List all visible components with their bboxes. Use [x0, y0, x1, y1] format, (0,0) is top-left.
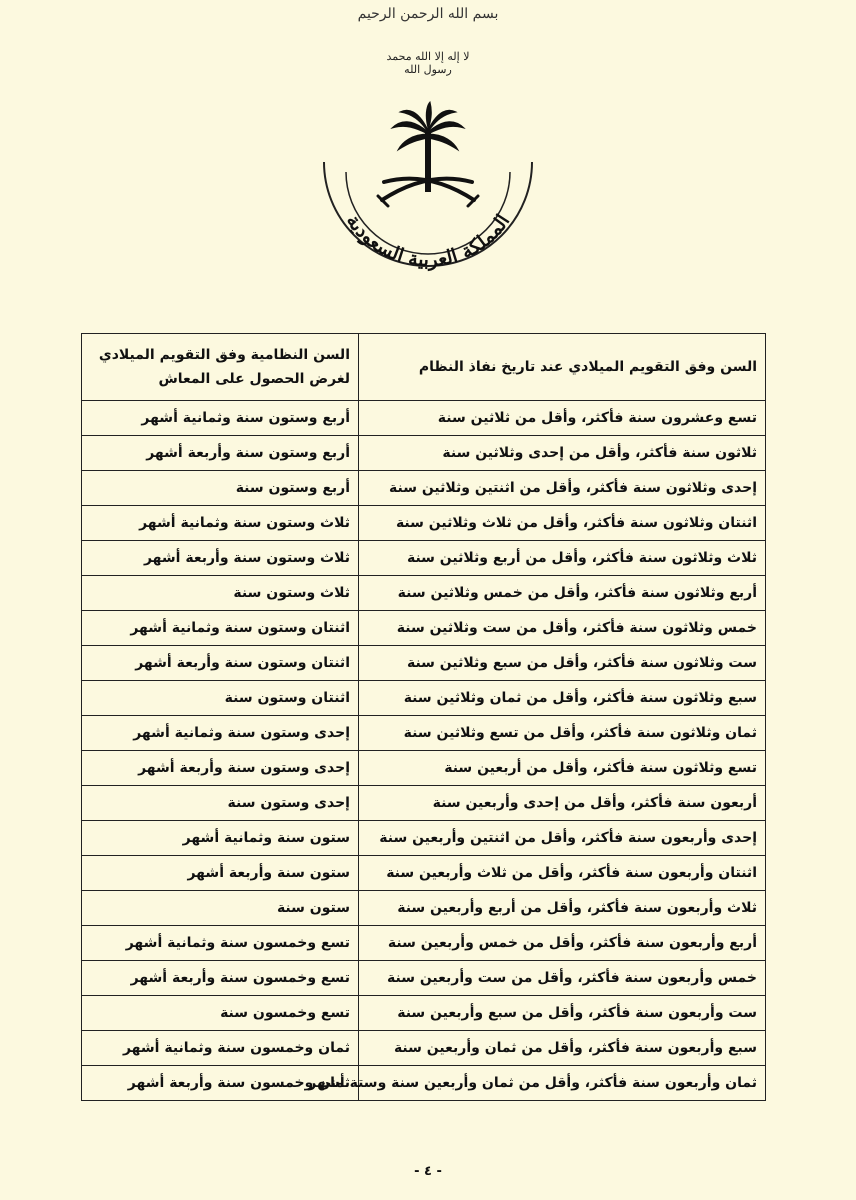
statutory-age-cell: ستون سنة وثمانية أشهر — [82, 821, 359, 856]
actual-age-cell: خمس وثلاثون سنة فأكثر، وأقل من ست وثلاثين سنة — [359, 611, 766, 646]
actual-age-cell: تسع وعشرون سنة فأكثر، وأقل من ثلاثين سنة — [359, 401, 766, 436]
statutory-age-cell: ثمان وخمسون سنة وأربعة أشهر — [82, 1066, 359, 1101]
actual-age-cell: اثنتان وثلاثون سنة فأكثر، وأقل من ثلاث وثلاثين سنة — [359, 506, 766, 541]
statutory-age-cell: اثنتان وستون سنة — [82, 681, 359, 716]
table-row — [82, 436, 766, 471]
actual-age-cell: سبع وثلاثون سنة فأكثر، وأقل من ثمان وثلاثين سنة — [359, 681, 766, 716]
table-row — [82, 996, 766, 1031]
actual-age-cell: ثلاث وأربعون سنة فأكثر، وأقل من أربع وأربعين سنة — [359, 891, 766, 926]
page-number: - ٤ - — [414, 1164, 442, 1179]
statutory-age-cell: ثلاث وستون سنة وثمانية أشهر — [82, 506, 359, 541]
retirement-age-table — [81, 333, 766, 1101]
table-row — [82, 401, 766, 436]
table-row — [82, 646, 766, 681]
actual-age-cell: ست وأربعون سنة فأكثر، وأقل من سبع وأربعين سنة — [359, 996, 766, 1031]
actual-age-cell: سبع وأربعون سنة فأكثر، وأقل من ثمان وأربعين سنة — [359, 1031, 766, 1066]
statutory-age-cell: أربع وستون سنة وثمانية أشهر — [82, 401, 359, 436]
table-row — [82, 961, 766, 996]
table-row — [82, 751, 766, 786]
statutory-age-cell: ستون سنة — [82, 891, 359, 926]
actual-age-cell: ست وثلاثون سنة فأكثر، وأقل من سبع وثلاثين سنة — [359, 646, 766, 681]
table-row — [82, 716, 766, 751]
header-statutory-age: السن النظامية وفق التقويم الميلادي لغرض الحصول على المعاش — [82, 334, 359, 401]
actual-age-cell: أربع وأربعون سنة فأكثر، وأقل من خمس وأربعين سنة — [359, 926, 766, 961]
statutory-age-cell: إحدى وستون سنة وأربعة أشهر — [82, 751, 359, 786]
table-row — [82, 891, 766, 926]
statutory-age-cell: ستون سنة وأربعة أشهر — [82, 856, 359, 891]
statutory-age-cell: إحدى وستون سنة — [82, 786, 359, 821]
table-header-row — [82, 334, 766, 401]
statutory-age-cell: تسع وخمسون سنة وثمانية أشهر — [82, 926, 359, 961]
actual-age-cell: أربع وثلاثون سنة فأكثر، وأقل من خمس وثلاثين سنة — [359, 576, 766, 611]
statutory-age-cell: أربع وستون سنة — [82, 471, 359, 506]
table-row — [82, 926, 766, 961]
statutory-age-cell: أربع وستون سنة وأربعة أشهر — [82, 436, 359, 471]
shahada-inscription: لا إله إلا الله محمد رسول الله — [386, 50, 470, 76]
statutory-age-cell: ثلاث وستون سنة — [82, 576, 359, 611]
actual-age-cell: ثمان وأربعون سنة فأكثر، وأقل من ثمان وأربعين سنة وستة أشهر — [359, 1066, 766, 1101]
statutory-age-cell: اثنتان وستون سنة وثمانية أشهر — [82, 611, 359, 646]
table-row — [82, 786, 766, 821]
table-row — [82, 506, 766, 541]
actual-age-cell: ثمان وثلاثون سنة فأكثر، وأقل من تسع وثلاثين سنة — [359, 716, 766, 751]
actual-age-cell: إحدى وأربعون سنة فأكثر، وأقل من اثنتين وأربعين سنة — [359, 821, 766, 856]
statutory-age-cell: اثنتان وستون سنة وأربعة أشهر — [82, 646, 359, 681]
kingdom-emblem — [312, 100, 544, 280]
table-row — [82, 821, 766, 856]
table-row — [82, 471, 766, 506]
header-actual-age: السن وفق التقويم الميلادي عند تاريخ نفاذ النظام — [359, 334, 766, 401]
actual-age-cell: خمس وأربعون سنة فأكثر، وأقل من ست وأربعين سنة — [359, 961, 766, 996]
basmala: بسم الله الرحمن الرحيم — [357, 6, 499, 22]
actual-age-cell: ثلاث وثلاثون سنة فأكثر، وأقل من أربع وثلاثين سنة — [359, 541, 766, 576]
table-row — [82, 541, 766, 576]
table-row — [82, 681, 766, 716]
statutory-age-cell: إحدى وستون سنة وثمانية أشهر — [82, 716, 359, 751]
actual-age-cell: اثنتان وأربعون سنة فأكثر، وأقل من ثلاث وأربعين سنة — [359, 856, 766, 891]
table-row — [82, 856, 766, 891]
statutory-age-cell: ثلاث وستون سنة وأربعة أشهر — [82, 541, 359, 576]
table-row — [82, 576, 766, 611]
statutory-age-cell: تسع وخمسون سنة — [82, 996, 359, 1031]
table-row — [82, 1066, 766, 1101]
statutory-age-cell: تسع وخمسون سنة وأربعة أشهر — [82, 961, 359, 996]
table-row — [82, 611, 766, 646]
actual-age-cell: إحدى وثلاثون سنة فأكثر، وأقل من اثنتين وثلاثين سنة — [359, 471, 766, 506]
table-row — [82, 1031, 766, 1066]
actual-age-cell: أربعون سنة فأكثر، وأقل من إحدى وأربعين سنة — [359, 786, 766, 821]
actual-age-cell: ثلاثون سنة فأكثر، وأقل من إحدى وثلاثين سنة — [359, 436, 766, 471]
emblem-arc-text: المملكة العربية السعودية — [341, 210, 515, 272]
actual-age-cell: تسع وثلاثون سنة فأكثر، وأقل من أربعين سنة — [359, 751, 766, 786]
statutory-age-cell: ثمان وخمسون سنة وثمانية أشهر — [82, 1031, 359, 1066]
